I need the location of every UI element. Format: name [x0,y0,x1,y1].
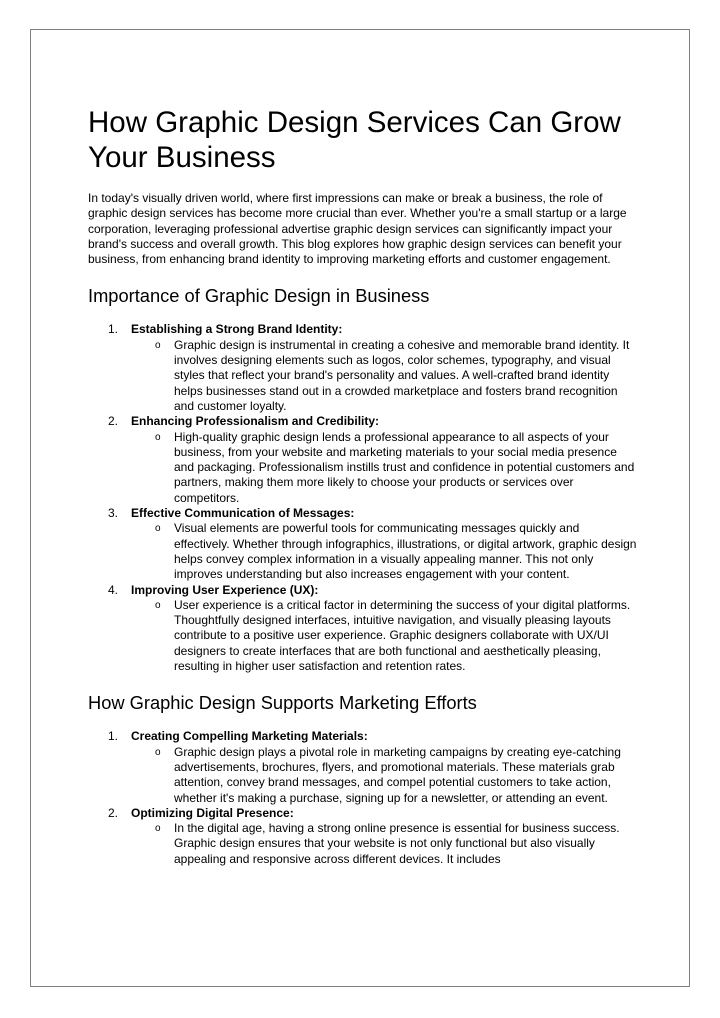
list-item [88,806,638,867]
sub-list-item [131,745,638,806]
item-title: Optimizing Digital Presence: [131,805,294,820]
bullet-icon: o [155,746,161,758]
bullet-icon: o [155,823,161,835]
document-page [30,29,690,987]
item-number: 4. [108,582,119,597]
item-title: Establishing a Strong Brand Identity: [131,322,343,337]
document-content [88,105,638,867]
sub-list [131,338,638,414]
sub-list-item [131,338,638,414]
item-number: 1. [108,322,119,337]
sub-list [131,745,638,806]
sub-list-item [131,521,638,582]
item-text: In the digital age, having a strong online presence is essential for business success. Graphic design ensures that your website is not only functional but also visually appealing and responsive across different devices. It includes [174,821,620,866]
sub-list [131,821,638,867]
item-text: Visual elements are powerful tools for communicating messages quickly and effectively. Whether through infographics, illustrations, or digital artwork, graphic design helps convey complex information in a visually appealing manner. This not only improves understanding but also increases engagement with your content. [174,521,637,582]
list-item [88,729,638,805]
section-heading: Importance of Graphic Design in Business [88,285,430,307]
item-text: High-quality graphic design lends a professional appearance to all aspects of your business, from your website and marketing materials to your social media presence and packaging. Professionalism instills trust and confidence in potential customers and partners, making them more likely to choose your products or services over competitors. [174,429,635,505]
sub-list-item [131,821,638,867]
sub-list [131,521,638,582]
sub-list [131,430,638,506]
section-heading: How Graphic Design Supports Marketing Efforts [88,692,477,714]
sub-list-item [131,430,638,506]
item-title: Enhancing Professionalism and Credibility: [131,414,380,429]
bullet-icon: o [155,339,161,351]
item-title: Improving User Experience (UX): [131,582,319,597]
list-item [88,414,638,506]
sub-list [131,598,638,674]
item-number: 2. [108,805,119,820]
list-item [88,322,638,414]
list-item [88,506,638,582]
list-item [88,583,638,675]
item-text: Graphic design is instrumental in creating a cohesive and memorable brand identity. It involves designing elements such as logos, color schemes, typography, and visual styles that reflect your brand's personality and values. A well-crafted brand identity helps businesses stand out in a crowded marketplace and fosters brand recognition and customer loyalty. [174,337,630,413]
item-title: Effective Communication of Messages: [131,506,355,521]
item-text: User experience is a critical factor in determining the success of your digital platforms. Thoughtfully designed interfaces, intuitive navigation, and visually pleasing layouts contribute to a positive user experience. Graphic designers collaborate with UX/UI designers to create interfaces that are both functional and aesthetically pleasing, resulting in higher user satisfaction and retention rates. [174,597,631,674]
bullet-icon: o [155,431,161,443]
bullet-icon: o [155,523,161,535]
item-number: 3. [108,506,119,521]
sub-list-item [131,598,638,674]
numbered-list [88,322,638,674]
bullet-icon: o [155,599,161,611]
item-number: 1. [108,729,119,744]
item-number: 2. [108,414,119,429]
numbered-list [88,729,638,867]
item-title: Creating Compelling Marketing Materials: [131,729,368,744]
item-text: Graphic design plays a pivotal role in marketing campaigns by creating eye-catching advertisements, brochures, flyers, and promotional materials. These materials grab attention, convey brand messages, and compel potential customers to take action, whether it's making a purchase, signing up for a newsletter, or attending an event. [174,744,621,805]
intro-paragraph: In today's visually driven world, where first impressions can make or break a business, the role of graphic design services has become more crucial than ever. Whether you're a small startup or a large corporation, leveraging professional advertise graphic design services can significantly impact your brand's success and overall growth. This blog explores how graphic design services can benefit your business, from enhancing brand identity to improving marketing efforts and customer engagement. [88,191,627,267]
page-title: How Graphic Design Services Can Grow Your Business [88,106,621,174]
